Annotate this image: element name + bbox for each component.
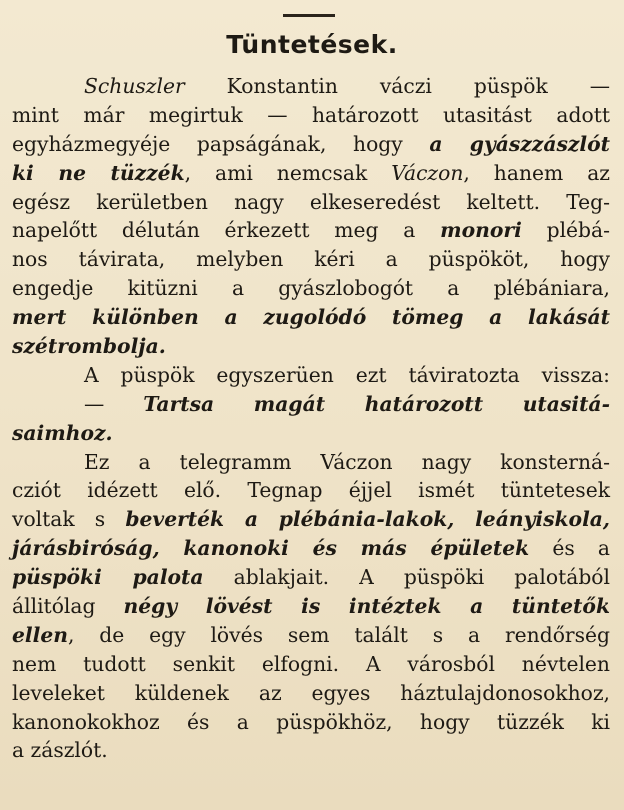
text-run: voltak s <box>12 507 126 532</box>
emphasis: ellen <box>12 622 68 647</box>
emphasis: Váczon <box>391 160 464 185</box>
article-line <box>12 216 610 245</box>
emphasis: Schuszler <box>84 74 185 98</box>
article-line <box>12 708 610 737</box>
text-run: ablakjait. A püspöki palotából <box>203 565 611 590</box>
text-run: és a <box>529 536 610 561</box>
article-line <box>12 332 610 361</box>
emphasis: mert különben a zugolódó tömeg a lakását <box>12 305 610 330</box>
emphasis: ki ne tüzzék <box>12 160 185 185</box>
article-line <box>12 563 610 592</box>
article-line <box>12 101 610 130</box>
text-run: egész kerületben nagy elkeseredést keltett. Teg- <box>12 189 610 214</box>
text-run: — <box>84 391 144 416</box>
text-run: Ez a telegramm Váczon nagy konsterná- <box>84 449 610 474</box>
article-line <box>12 679 610 708</box>
article-line <box>12 159 610 188</box>
article-body <box>12 72 610 765</box>
article-line <box>12 650 610 679</box>
article-line <box>12 245 610 274</box>
emphasis: Tartsa magát határozott utasitá- <box>143 391 610 416</box>
emphasis: püspöki palota <box>12 565 204 590</box>
article-title: Tüntetések. <box>226 30 398 59</box>
article-line <box>12 419 610 448</box>
text-run: nos távirata, melyben kéri a püspököt, hogy <box>12 247 610 272</box>
article-line <box>12 390 610 419</box>
text-run: cziót idézett elő. Tegnap éjjel ismét tüntetesek <box>12 478 610 503</box>
text-run: Konstantin váczi püspök — <box>226 74 610 98</box>
emphasis: négy lövést is intéztek a tüntetők <box>123 594 611 619</box>
text-run: , de egy lövés sem talált s a rendőrség <box>67 622 610 647</box>
article-line <box>12 303 610 332</box>
emphasis: a gyászzászlót <box>429 131 610 156</box>
article-line <box>12 448 610 477</box>
text-run: engedje kitüzni a gyászlobogót a plébániara, <box>12 276 610 301</box>
article-line <box>12 72 610 101</box>
text-run: kanonokokhoz és a püspökhöz, hogy tüzzék ki <box>12 709 610 734</box>
text-run: mint már megirtuk — határozott utasitást adott <box>12 102 610 127</box>
article-line <box>12 188 610 217</box>
text-run: , ami nemcsak <box>184 160 392 185</box>
text-run: , hanem az <box>463 160 610 185</box>
emphasis: járásbiróság, kanonoki és más épületek <box>12 536 530 561</box>
article-line <box>12 534 610 563</box>
emphasis: saimhoz. <box>12 420 113 445</box>
text-run: leveleket küldenek az egyes háztulajdonosokhoz, <box>12 680 610 705</box>
article-line <box>12 476 610 505</box>
text-run: a zászlót. <box>12 738 108 763</box>
section-rule <box>283 14 335 17</box>
emphasis: szétrombolja. <box>12 334 166 359</box>
text-run: egyházmegyéje papságának, hogy <box>12 131 430 156</box>
article-line <box>12 621 610 650</box>
text-run: napelőtt délután érkezett meg a <box>12 218 441 243</box>
article-line <box>12 505 610 534</box>
article-line <box>12 130 610 159</box>
article-line <box>12 274 610 303</box>
text-run: plébá- <box>521 218 610 243</box>
emphasis: monori <box>440 218 522 243</box>
article-line <box>12 361 610 390</box>
text-run: A püspök egyszerüen ezt táviratozta vissza: <box>84 362 610 387</box>
article-line <box>12 592 610 621</box>
text-run: állitólag <box>12 594 124 619</box>
emphasis: beverték a plébánia-lakok, leányiskola, <box>125 507 610 532</box>
text-run: nem tudott senkit elfogni. A városból névtelen <box>12 651 610 676</box>
article-line <box>12 736 610 765</box>
